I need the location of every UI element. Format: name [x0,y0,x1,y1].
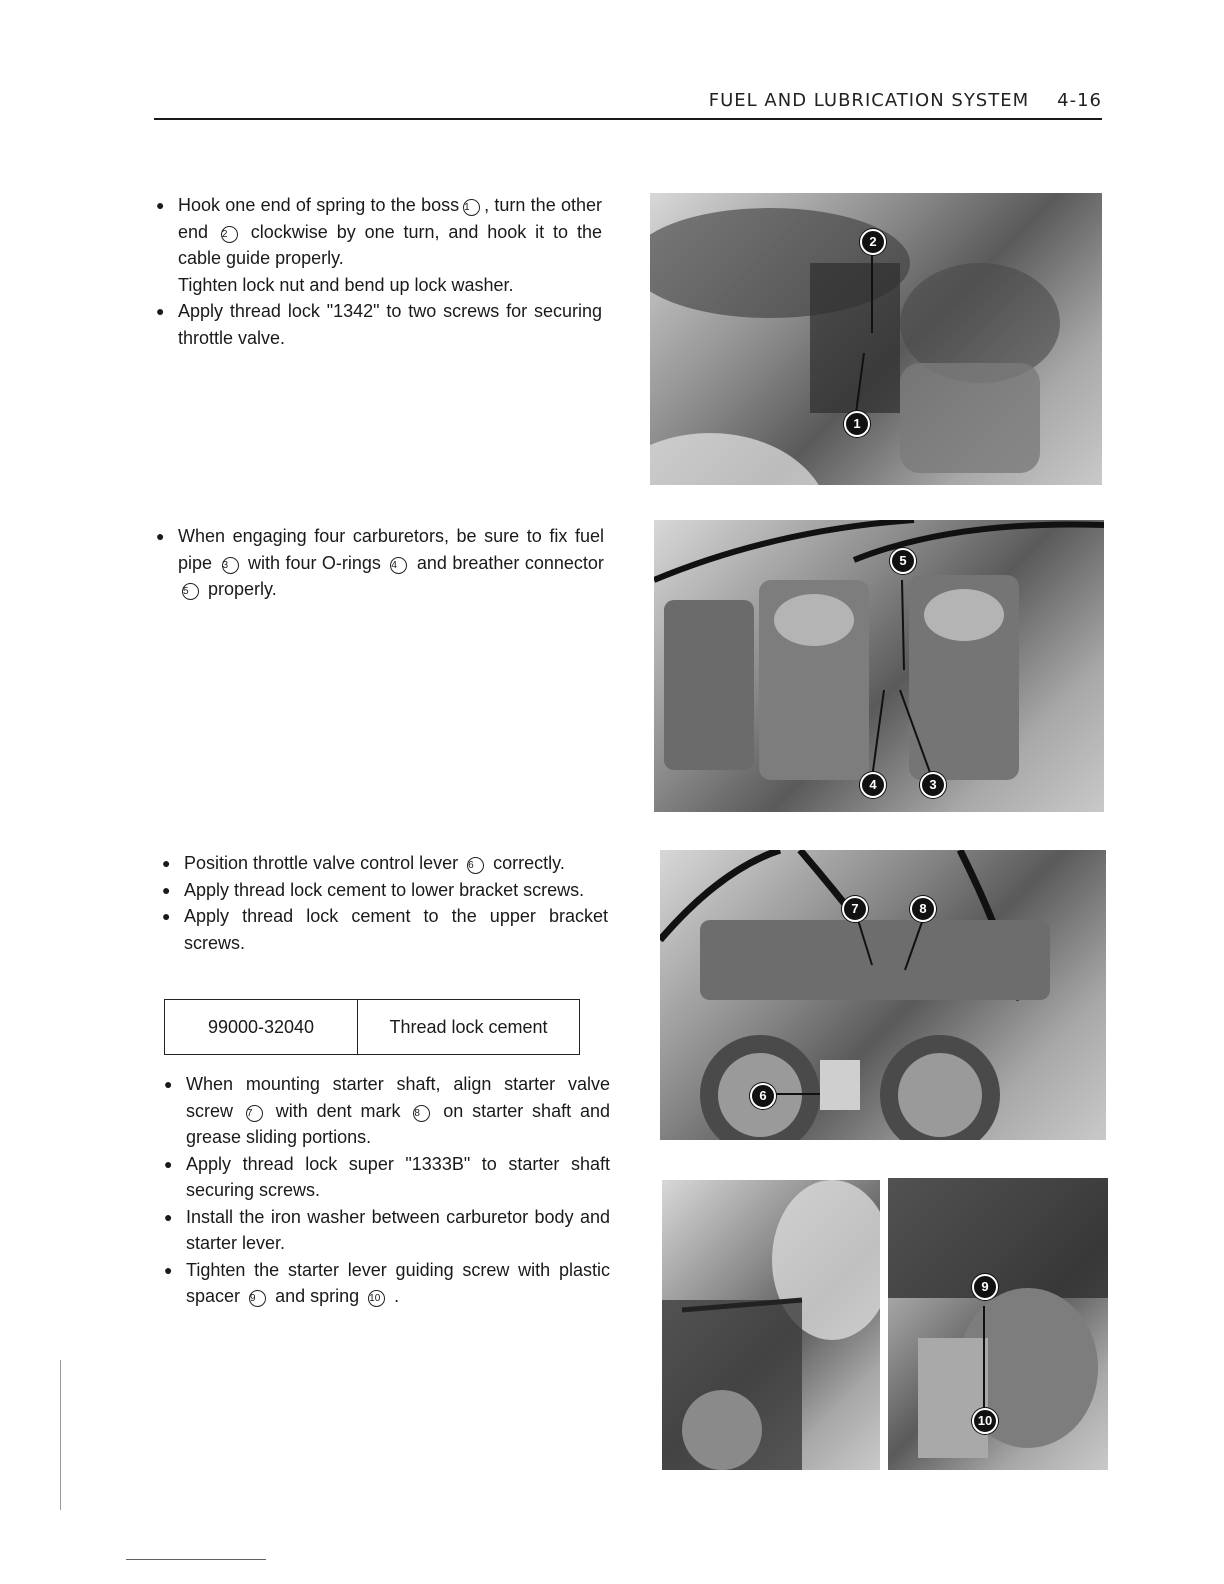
ref-number: 4 [390,557,407,574]
page-number: 4-16 [1057,90,1102,111]
footer-link-underline [126,1559,266,1560]
ref-number: 6 [467,857,484,874]
ref-number: 5 [182,583,199,600]
photo-illustration [660,850,1106,1140]
photo-illustration [654,520,1104,812]
bullet-icon: ● [164,1208,173,1225]
callout-number: 2 [860,229,886,255]
section-engage-carburetors [154,523,604,603]
bullet-icon: ● [162,881,171,898]
list-item: ● When mounting starter shaft, align starter valve screw 7 with dent mark 8 on starter shaft and grease sliding portions. [162,1071,610,1151]
list-item: ● Tighten the starter lever guiding screw with plastic spacer 9 and spring 10 . [162,1257,610,1310]
ref-number: 7 [246,1105,263,1122]
photo-starter-shaft-right [888,1178,1108,1470]
list-item: ● Install the iron washer between carburetor body and starter lever. [162,1204,610,1257]
photo-throttle-lever [660,850,1106,1140]
callout-number: 8 [910,896,936,922]
callout-number: 9 [972,1274,998,1300]
photo-illustration [662,1180,880,1470]
section-starter-shaft [162,1071,610,1310]
callout-number: 3 [920,772,946,798]
list-item: ● Apply thread lock super "1333B" to starter shaft securing screws. [162,1151,610,1204]
part-number-cell: 99000-32040 [165,1000,358,1055]
ref-number: 1 [463,199,480,216]
list-item: ● Hook one end of spring to the boss 1 , turn the other end 2 clockwise by one turn, and hook it to the cable guide properly. [154,192,602,272]
header-text [709,90,1102,111]
ref-number: 2 [221,226,238,243]
callout-number: 7 [842,896,868,922]
list-item: ● When engaging four carburetors, be sure to fix fuel pipe 3 with four O-rings 4 and breather connector 5 properly. [154,523,604,603]
bullet-icon: ● [156,197,165,213]
ref-number: 9 [249,1290,266,1307]
note-text: Tighten lock nut and bend up lock washer. [178,274,514,295]
photo-starter-shaft-left [662,1180,880,1470]
bullet-icon: ● [164,1261,173,1278]
list-item: ● Position throttle valve control lever 6 correctly. [160,850,608,877]
list-item: ● Apply thread lock cement to the upper bracket screws. [160,903,608,956]
section-throttle-lever [160,850,608,956]
bullet-icon: ● [164,1155,173,1172]
ref-number: 3 [222,557,239,574]
list-item: ● Apply thread lock "1342" to two screws for securing throttle valve. [154,298,602,351]
photo-spring-hook [650,193,1102,485]
header-title: FUEL AND LUBRICATION SYSTEM [708,90,1030,111]
ref-number: 10 [368,1290,385,1307]
ref-number: 8 [413,1105,430,1122]
section-spring-hook [154,192,602,351]
bullet-icon: ● [162,855,171,871]
bullet-icon: ● [162,908,171,924]
margin-line [60,1360,61,1510]
spec-table [164,999,580,1055]
photo-illustration [888,1178,1108,1470]
list-item: ● Apply thread lock cement to lower bracket screws. [160,877,608,904]
callout-number: 1 [844,411,870,437]
callout-number: 10 [972,1408,998,1434]
bullet-icon: ● [156,303,165,319]
bullet-icon: ● [164,1076,173,1092]
callout-number: 4 [860,772,886,798]
page-header [154,90,1102,120]
part-name-cell: Thread lock cement [358,1000,580,1055]
callout-number: 6 [750,1083,776,1109]
table-row [165,1000,580,1055]
bullet-icon: ● [156,528,165,544]
callout-number: 5 [890,548,916,574]
photo-carburetors [654,520,1104,812]
